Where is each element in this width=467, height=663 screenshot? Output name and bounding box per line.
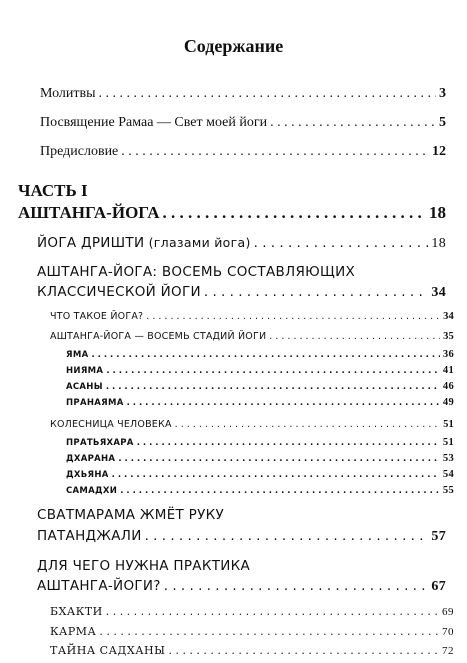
entry-label: КАРМА xyxy=(50,625,97,638)
item-entry xyxy=(66,381,454,392)
entry-label: ДХЬЯНА xyxy=(66,470,109,480)
entry-label: ДХАРАНА xyxy=(66,454,116,464)
entry-label: ПАТАНДЖАЛИ xyxy=(37,528,142,544)
entry-label: Предисловие xyxy=(40,144,119,159)
dot-leader xyxy=(112,470,440,480)
section-entry xyxy=(37,284,446,301)
dot-leader xyxy=(106,366,440,376)
entry-page: 51 xyxy=(443,419,454,430)
entry-label: АШТАНГА-ЙОГА — ВОСЕМЬ СТАДИЙ ЙОГИ xyxy=(50,331,267,342)
subsection-entry xyxy=(50,644,454,657)
item-entry xyxy=(66,485,454,496)
item-entry xyxy=(66,437,454,448)
entry-page: 36 xyxy=(442,349,454,360)
entry-page: 70 xyxy=(442,626,454,638)
dot-leader xyxy=(146,311,440,322)
entry-page: 49 xyxy=(442,397,454,408)
entry-page: 54 xyxy=(442,469,454,480)
dot-leader xyxy=(269,331,440,342)
entry-page: 46 xyxy=(442,381,454,392)
entry-page: 18 xyxy=(431,236,446,251)
dot-leader xyxy=(106,605,439,618)
entry-page: 12 xyxy=(432,144,446,159)
dot-leader xyxy=(175,419,440,430)
subsection-entry xyxy=(50,311,454,322)
entry-page: 51 xyxy=(442,437,454,448)
entry-label: АШТАНГА-ЙОГИ? xyxy=(37,578,161,594)
dot-leader xyxy=(106,382,440,392)
entry-label: АСАНЫ xyxy=(66,382,103,392)
entry-label: ЧТО ТАКОЕ ЙОГА? xyxy=(50,311,144,322)
toc-entry xyxy=(40,86,446,102)
item-entry xyxy=(66,365,454,376)
dot-leader xyxy=(127,398,440,408)
entry-page: 55 xyxy=(442,485,454,496)
entry-label: ЙОГА ДРИШТИ (глазами йога) xyxy=(37,235,251,251)
dot-leader xyxy=(99,86,436,102)
dot-leader xyxy=(137,438,440,448)
dot-leader xyxy=(91,350,439,360)
entry-page: 3 xyxy=(439,86,446,101)
entry-page: 72 xyxy=(442,645,454,657)
section-entry xyxy=(37,578,446,595)
section-entry xyxy=(37,235,446,252)
item-entry xyxy=(66,469,454,480)
part-title-entry xyxy=(18,203,446,223)
entry-label: АШТАНГА-ЙОГА xyxy=(18,203,160,222)
page-title: Содержание xyxy=(183,36,284,56)
entry-label: ПРАТЬЯХАРА xyxy=(66,438,134,448)
entry-page: 34 xyxy=(431,285,446,300)
entry-label: Посвящение Рамаа — Свет моей йоги xyxy=(40,115,268,130)
dot-leader xyxy=(164,578,429,594)
section-title-line: ДЛЯ ЧЕГО НУЖНА ПРАКТИКА xyxy=(37,558,251,574)
entry-page: 69 xyxy=(442,606,454,618)
entry-page: 53 xyxy=(442,453,454,464)
entry-label: ТАЙНА САДХАНЫ xyxy=(50,644,166,657)
entry-label: НИЯМА xyxy=(66,366,104,376)
subsection-entry xyxy=(50,331,454,342)
dot-leader xyxy=(121,144,429,160)
entry-page: 41 xyxy=(442,365,454,376)
entry-label: ПРАНАЯМА xyxy=(66,398,124,408)
dot-leader xyxy=(168,644,439,657)
dot-leader xyxy=(270,115,436,131)
section-title-line: АШТАНГА-ЙОГА: ВОСЕМЬ СОСТАВЛЯЮЩИХ xyxy=(37,264,356,280)
item-entry xyxy=(66,453,454,464)
subsection-entry xyxy=(50,625,454,638)
entry-label: БХАКТИ xyxy=(50,605,103,618)
entry-label: КЛАССИЧЕСКОЙ ЙОГИ xyxy=(37,284,201,300)
dot-leader xyxy=(163,203,426,223)
dot-leader xyxy=(145,528,429,544)
item-entry xyxy=(66,349,454,360)
dot-leader xyxy=(120,486,440,496)
dot-leader xyxy=(118,454,440,464)
entry-page: 57 xyxy=(431,529,446,544)
entry-page: 35 xyxy=(443,331,454,342)
entry-page: 18 xyxy=(429,203,446,222)
subsection-entry xyxy=(50,419,454,430)
section-entry xyxy=(37,528,446,545)
dot-leader xyxy=(99,625,439,638)
toc-entry xyxy=(40,115,446,131)
part-heading: ЧАСТЬ I xyxy=(18,181,88,200)
entry-label: КОЛЕСНИЦА ЧЕЛОВЕКА xyxy=(50,419,172,430)
entry-page: 5 xyxy=(439,115,446,130)
toc-entry xyxy=(40,144,446,160)
entry-page: 34 xyxy=(443,311,454,322)
entry-label: Молитвы xyxy=(40,86,96,101)
subsection-entry xyxy=(50,605,454,618)
item-entry xyxy=(66,397,454,408)
entry-page: 67 xyxy=(431,579,446,594)
section-title-line: СВАТМАРАМА ЖМЁТ РУКУ xyxy=(37,507,225,523)
dot-leader xyxy=(204,284,429,300)
entry-label: ЯМА xyxy=(66,350,89,360)
dot-leader xyxy=(254,235,429,251)
entry-label: САМАДХИ xyxy=(66,486,118,496)
